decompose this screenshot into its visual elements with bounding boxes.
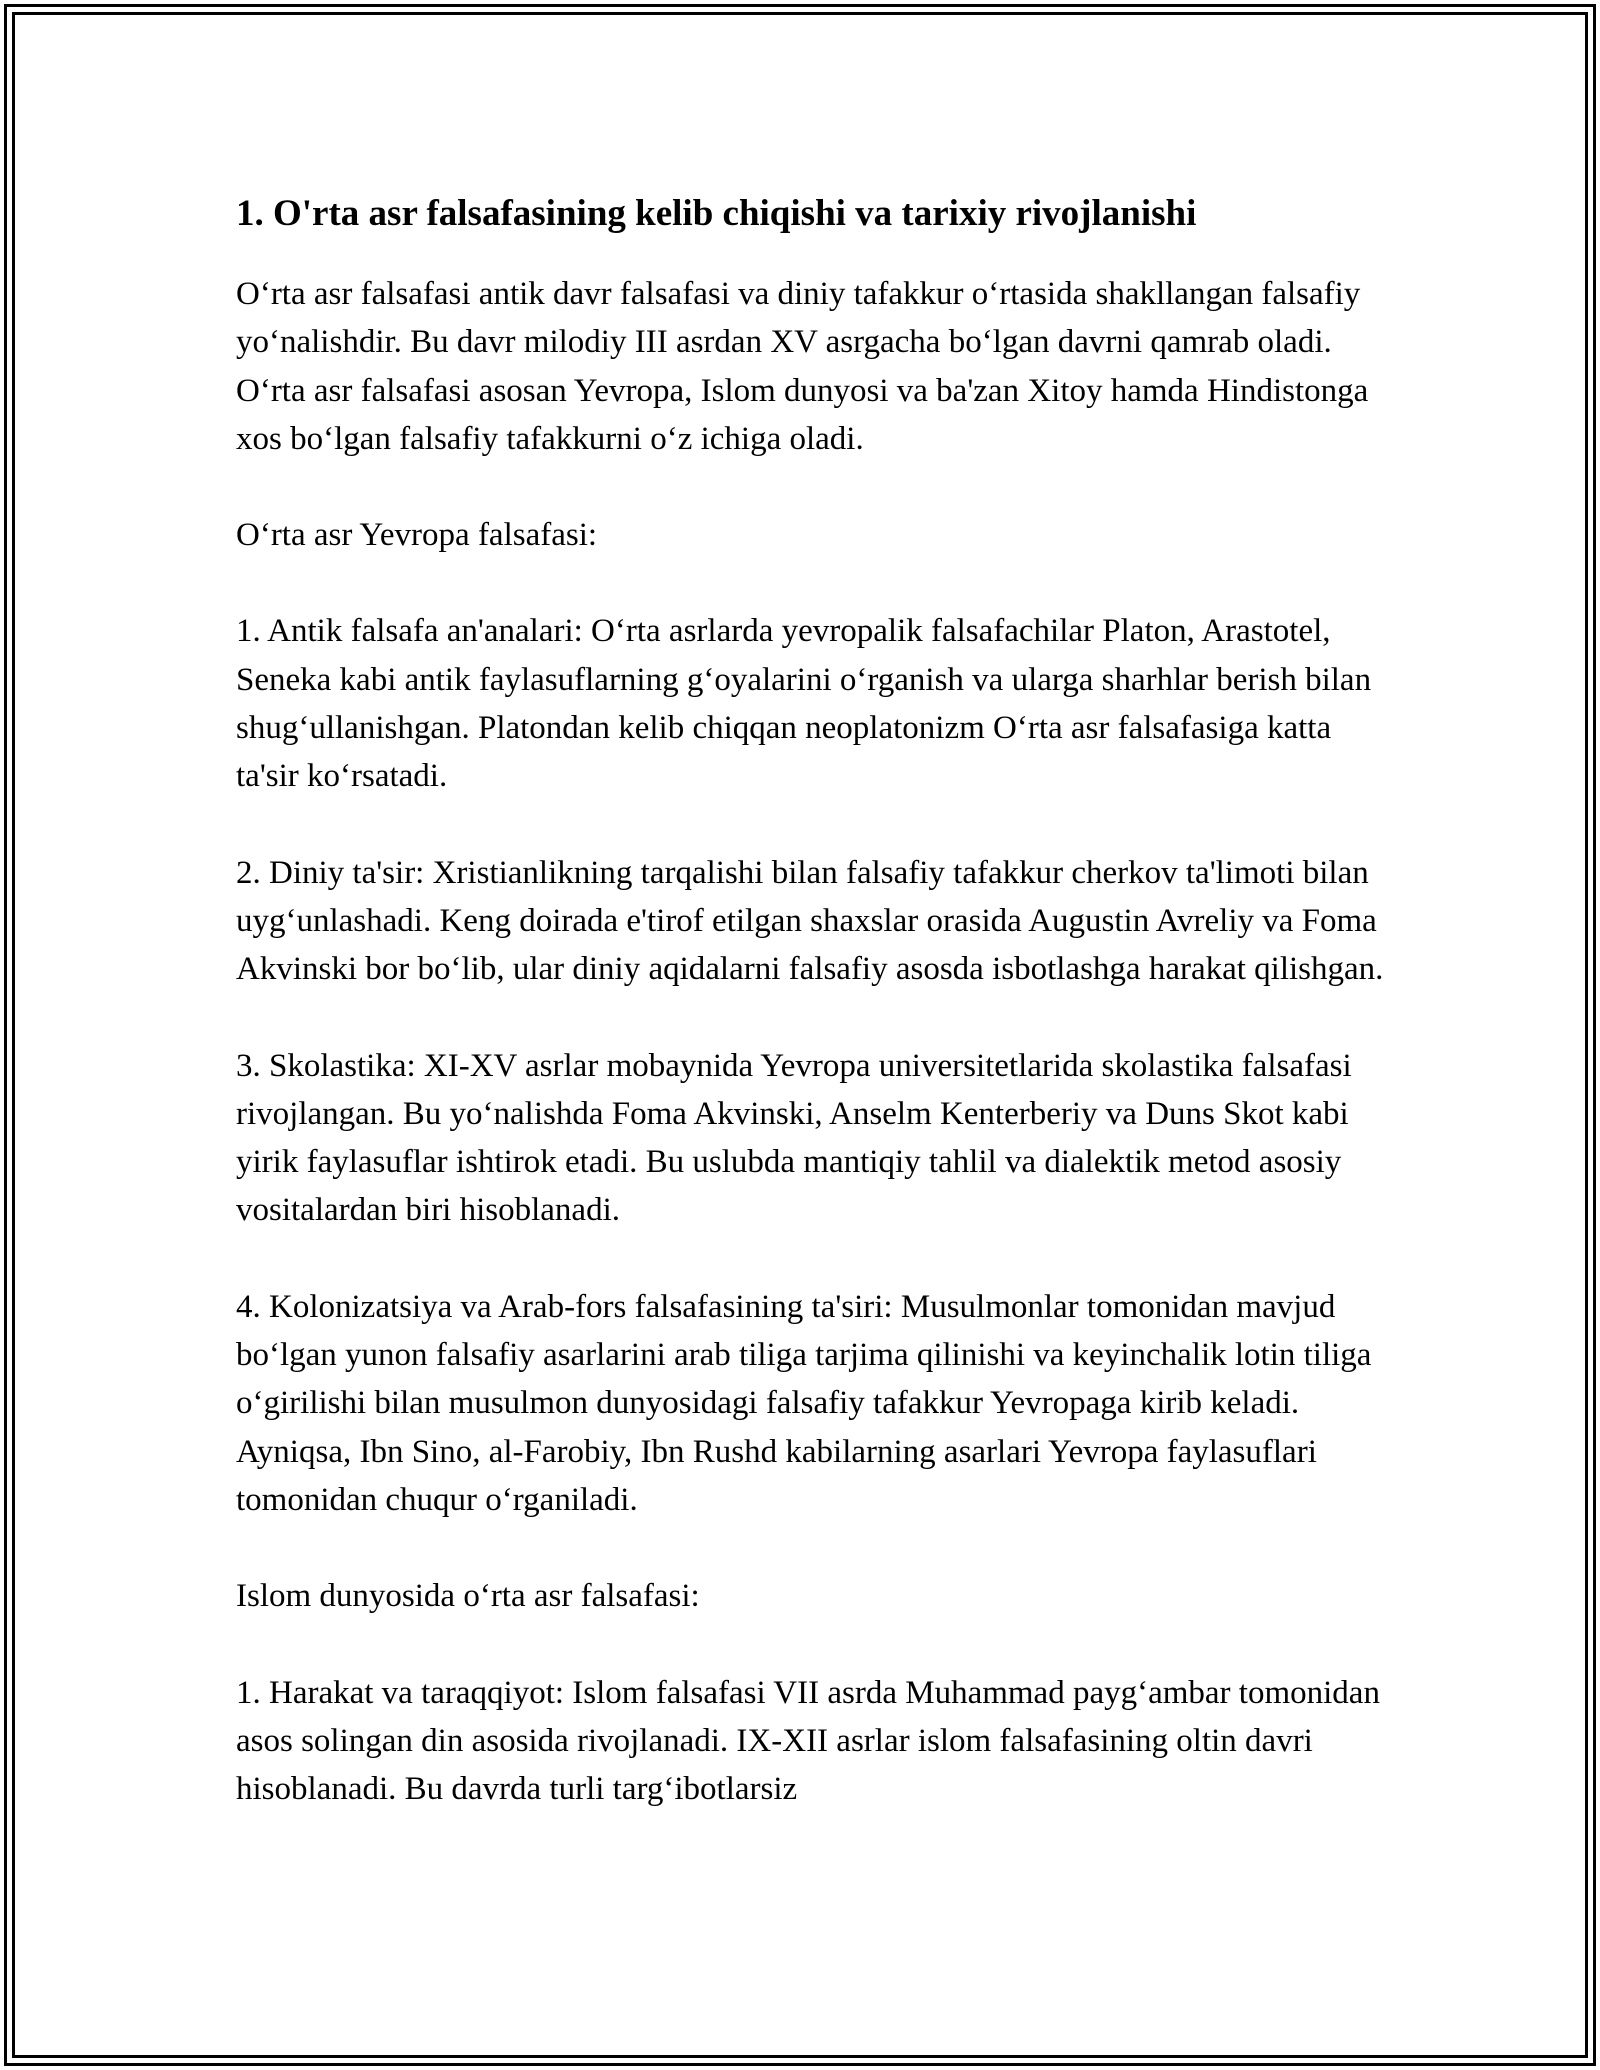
intro-paragraph: O‘rta asr falsafasi antik davr falsafasi va diniy tafakkur o‘rtasida shakllangan falsafiy yo‘nalishdir. Bu davr milodiy III asrdan XV asrgacha bo‘lgan davrni qamrab oladi. O‘rta asr falsafasi asosan Yevropa, Islom dunyosi va ba'zan Xitoy hamda Hindistonga xos bo‘lgan falsafiy tafakkurni o‘z ichiga oladi. <box>236 276 1369 457</box>
paragraph-movement-progress: 1. Harakat va taraqqiyot: Islom falsafasi VII asrda Muhammad payg‘ambar tomonidan asos solingan din asosida rivojlanadi. IX-XII asrlar islom falsafasining oltin davri hisoblanadi. Bu davrda turli targ‘ibotlarsiz <box>236 1674 1380 1808</box>
paragraph-arab-persian-influence: 4. Kolonizatsiya va Arab-fors falsafasining ta'siri: Musulmonlar tomonidan mavjud bo‘lgan yunon falsafiy asarlarini arab tiliga tarjima qilinishi va keyinchalik lotin tiliga o‘girilishi bilan musulmon dunyosidagi falsafiy tafakkur Yevropaga kirib keladi. Ayniqsa, Ibn Sino, al-Farobiy, Ibn Rushd kabilarning asarlari Yevropa faylasuflari tomonidan chuqur o‘rganiladi. <box>236 1288 1372 1518</box>
section-heading: 1. O'rta asr falsafasining kelib chiqishi va tarixiy rivojlanishi <box>236 193 1197 234</box>
paragraph-scholasticism: 3. Skolastika: XI-XV asrlar mobaynida Yevropa universitetlarida skolastika falsafasi rivojlangan. Bu yo‘nalishda Foma Akvinski, Anselm Kenterberiy va Duns Skot kabi yirik faylasuflar ishtirok etadi. Bu uslubda mantiqiy tahlil va dialektik metod asosiy vositalardan biri hisoblanadi. <box>236 1047 1352 1229</box>
subsection-title-islam: Islom dunyosida o‘rta asr falsafasi: <box>236 1578 700 1615</box>
document-body <box>236 190 1386 1861</box>
subsection-title-europe: O‘rta asr Yevropa falsafasi: <box>236 517 598 554</box>
paragraph-religious-influence: 2. Diniy ta'sir: Xristianlikning tarqalishi bilan falsafiy tafakkur cherkov ta'limoti bilan uyg‘unlashadi. Keng doirada e'tirof etilgan shaxslar orasida Augustin Avreliy va Foma Akvinski bor bo‘lib, ular diniy aqidalarni falsafiy asosda isbotlashga harakat qilishgan. <box>236 854 1384 988</box>
paragraph-antique-traditions: 1. Antik falsafa an'analari: O‘rta asrlarda yevropalik falsafachilar Platon, Arastotel, Seneka kabi antik faylasuflarning g‘oyalarini o‘rganish va ularga sharhlar berish bilan shug‘ullanishgan. Platondan kelib chiqqan neoplatonizm O‘rta asr falsafasiga katta ta'sir ko‘rsatadi. <box>236 613 1372 795</box>
